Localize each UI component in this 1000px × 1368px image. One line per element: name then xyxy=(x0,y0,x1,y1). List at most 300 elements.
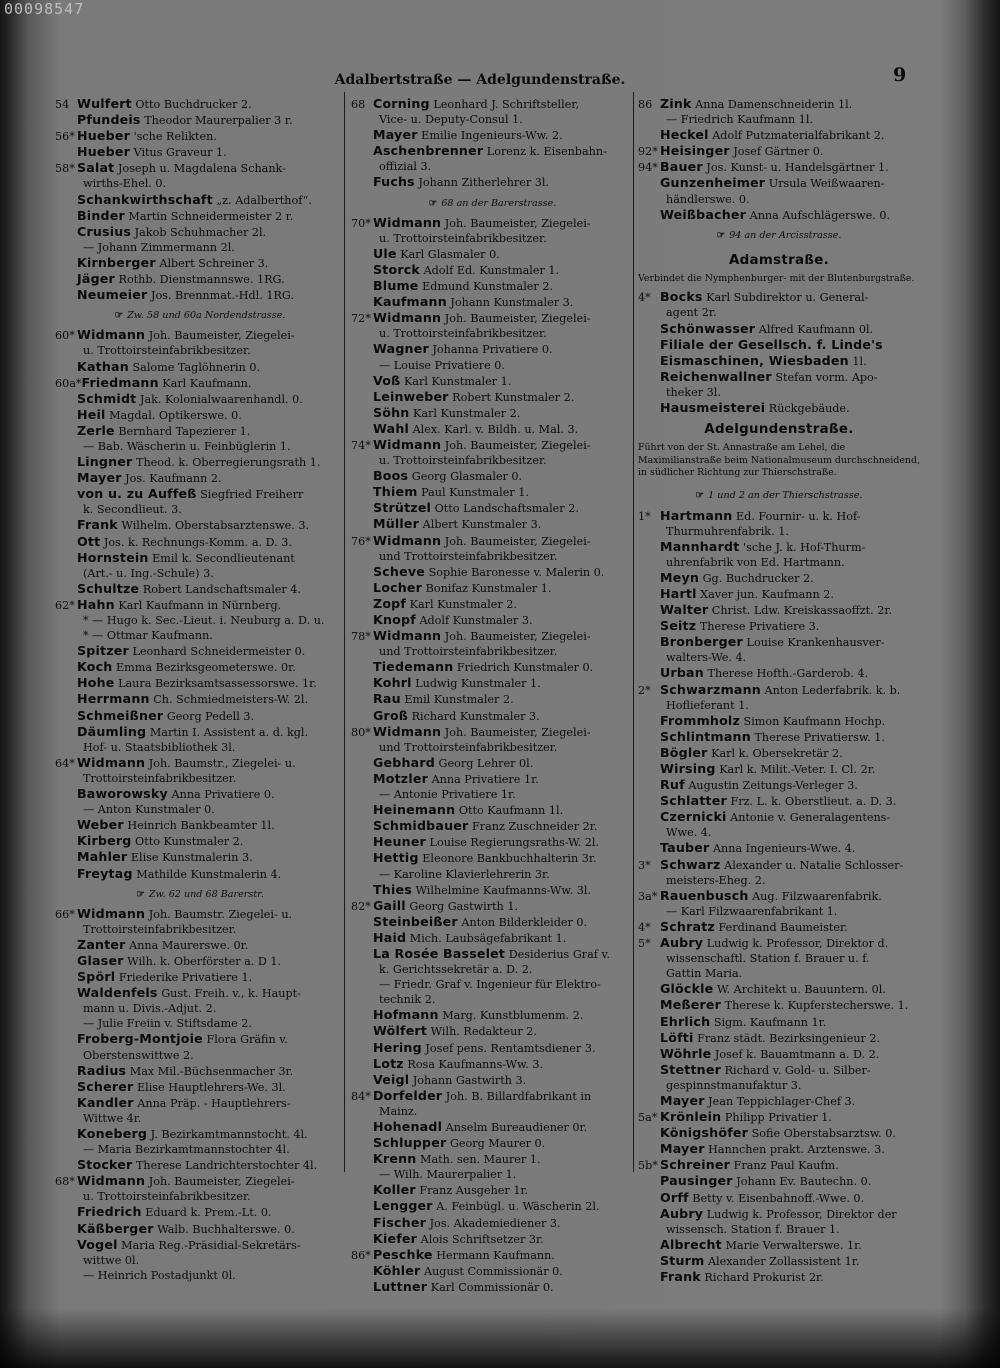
resident-details: Hermann Kaufmann. xyxy=(436,1248,555,1262)
resident-name: Binder xyxy=(77,207,125,223)
resident-details: Marie Verwalterswe. 1r. xyxy=(725,1238,862,1252)
resident-details: Johann Gastwirth 3. xyxy=(412,1073,527,1087)
resident-details: Anna Maurerswe. 0r. xyxy=(129,938,249,952)
directory-entry xyxy=(55,327,345,343)
house-number: 1* xyxy=(638,509,651,523)
directory-entry xyxy=(638,353,920,369)
directory-entry xyxy=(638,400,920,416)
resident-details: Karl Kaufmann in Nürnberg. xyxy=(118,598,282,612)
resident-details: Georg Pedell 3. xyxy=(166,709,255,723)
house-number: 70* xyxy=(351,216,371,230)
directory-entry xyxy=(351,174,634,190)
resident-details: Ed. Fournir- u. k. Hof- xyxy=(735,509,861,523)
resident-name: Voß xyxy=(373,372,401,388)
house-number: 60a* xyxy=(55,376,82,390)
directory-entry xyxy=(351,834,634,850)
resident-details: Bernhard Tapezierer 1. xyxy=(118,424,251,438)
resident-name: Radius xyxy=(77,1062,127,1078)
resident-details: Christ. Ldw. Kreiskassaoffzt. 2r. xyxy=(711,604,893,618)
resident-details: Richard Prokurist 2r. xyxy=(704,1271,824,1284)
resident-name: Aubry xyxy=(660,1205,704,1221)
resident-name: Aschenbrenner xyxy=(373,143,484,159)
resident-details: Lorenz k. Eisenbahn- xyxy=(486,145,607,159)
house-number: 56* xyxy=(55,130,75,144)
directory-entry xyxy=(55,391,345,407)
pointing-hand-icon: ☞ xyxy=(695,490,705,502)
resident-name: Schlupper xyxy=(373,1135,447,1151)
directory-entry xyxy=(638,1206,920,1222)
resident-details: Walb. Buchhalterswe. 0. xyxy=(157,1222,295,1236)
directory-entry xyxy=(638,337,920,353)
directory-entry xyxy=(638,1237,920,1253)
resident-name: Hofmann xyxy=(373,1007,439,1023)
entry-continuation: Hoflieferant 1. xyxy=(666,698,749,712)
resident-details: Ferdinand Baumeister. xyxy=(718,920,848,934)
directory-entry xyxy=(351,914,634,930)
resident-details: Therese Landrichterstochter 4l. xyxy=(135,1159,318,1173)
directory-entry xyxy=(55,708,345,724)
street-heading: Adamstraße. xyxy=(728,252,830,268)
resident-name: Heil xyxy=(77,406,106,422)
entry-continuation: Wwe. 4. xyxy=(666,826,712,840)
entry-continuation: — Friedr. Graf v. Ingenieur für Elektro- xyxy=(379,978,601,992)
house-number: 3a* xyxy=(638,889,658,903)
directory-entry xyxy=(351,1182,634,1198)
running-head: Adalbertstraße — Adelgundenstraße. xyxy=(334,72,626,88)
directory-entry xyxy=(55,112,345,128)
entry-continuation: uhrenfabrik von Ed. Hartmann. xyxy=(666,555,845,569)
directory-entry xyxy=(55,550,345,566)
resident-name: Stettner xyxy=(660,1061,721,1077)
resident-name: Urban xyxy=(660,665,704,681)
entry-continuation: wirths-Ehel. 0. xyxy=(83,177,167,191)
resident-name: Schmidbauer xyxy=(373,818,469,834)
resident-name: Krenn xyxy=(373,1151,417,1167)
directory-entry xyxy=(351,341,634,357)
resident-details: Anna Privatiere 1r. xyxy=(431,772,539,786)
directory-entry xyxy=(55,1063,345,1079)
entry-continuation: u. Trottoirsteinfabrikbesitzer. xyxy=(83,1190,251,1204)
resident-name: Veigl xyxy=(373,1071,410,1087)
directory-entry xyxy=(638,207,920,223)
resident-details: Ludwig Kunstmaler 1. xyxy=(415,677,541,691)
street-heading: Adelgundenstraße. xyxy=(704,422,854,438)
resident-name: Scherer xyxy=(77,1078,134,1094)
house-number: 68 xyxy=(351,98,366,111)
resident-details: Alexander u. Natalie Schlosser- xyxy=(724,858,904,872)
entry-continuation: Thurmuhrenfabrik. 1. xyxy=(666,524,789,538)
entry-continuation: Hof- u. Staatsbibliothek 3l. xyxy=(83,740,236,754)
entry-continuation: — Julie Freiin v. Stiftsdame 2. xyxy=(83,1017,252,1031)
entry-continuation: Trottoirsteinfabrikbesitzer. xyxy=(83,771,237,785)
resident-name: Dorfelder xyxy=(373,1087,443,1103)
directory-entry xyxy=(351,96,634,112)
entry-continuation: wissensch. Station f. Brauer 1. xyxy=(666,1222,840,1236)
directory-entry xyxy=(351,771,634,787)
resident-name: Pausinger xyxy=(660,1173,733,1189)
directory-entry xyxy=(55,407,345,423)
resident-details: Jos. k. Rechnungs-Komm. a. D. 3. xyxy=(103,535,292,549)
directory-entry xyxy=(351,1215,634,1231)
house-number: 58* xyxy=(55,162,75,176)
resident-details: Mathilde Kunstmalerin 4. xyxy=(136,867,282,881)
directory-entry xyxy=(638,1253,920,1269)
resident-details: Joh. Baumeister, Ziegelei- xyxy=(444,216,591,230)
directory-entry xyxy=(638,127,920,143)
resident-name: Waldenfels xyxy=(77,985,158,1001)
directory-entry xyxy=(351,882,634,898)
directory-entry xyxy=(55,953,345,969)
directory-entry xyxy=(351,675,634,691)
resident-name: Köhler xyxy=(373,1262,421,1278)
directory-entry xyxy=(351,802,634,818)
resident-details: Marg. Kunstblumenm. 2. xyxy=(442,1009,584,1023)
resident-name: Peschke xyxy=(373,1246,433,1262)
entry-continuation: agent 2r. xyxy=(666,306,717,320)
resident-details: Therese Privatiersw. 1. xyxy=(754,730,885,744)
directory-entry xyxy=(638,1014,920,1030)
resident-details: Jos. Kunst- u. Handelsgärtner 1. xyxy=(706,161,889,175)
directory-entry xyxy=(638,1190,920,1206)
resident-name: Weißbacher xyxy=(660,206,747,222)
resident-name: Schwarz xyxy=(660,856,721,872)
resident-name: Glöckle xyxy=(660,981,714,997)
directory-entry xyxy=(638,618,920,634)
directory-entry xyxy=(351,1151,634,1167)
resident-name: Kirberg xyxy=(77,833,132,849)
resident-name: Hausmeisterei xyxy=(660,400,766,415)
entry-continuation: gespinnstmanufaktur 3. xyxy=(666,1078,802,1092)
directory-entry xyxy=(638,682,920,698)
resident-name: Rau xyxy=(373,691,401,707)
resident-name: Mayer xyxy=(77,470,122,486)
resident-details: Louise Regierungsraths-W. 2l. xyxy=(429,836,599,850)
directory-entry xyxy=(55,255,345,271)
resident-details: Elise Hauptlehrers-We. 3l. xyxy=(136,1080,286,1094)
resident-details: Martin Schneidermeister 2 r. xyxy=(128,209,294,223)
resident-name: Kathan xyxy=(77,358,129,374)
resident-details: Emil k. Secondlieutenant xyxy=(152,551,295,565)
directory-entry xyxy=(55,486,345,502)
resident-details: Franz städt. Bezirksingenieur 2. xyxy=(697,1031,881,1045)
resident-name: Widmann xyxy=(373,214,442,230)
resident-details: Adolf Putzmaterialfabrikant 2. xyxy=(712,129,885,143)
directory-entry xyxy=(351,596,634,612)
directory-entry xyxy=(55,581,345,597)
resident-details: Georg Lehrer 0l. xyxy=(438,756,534,770)
resident-details: Richard Kunstmaler 3. xyxy=(411,709,540,723)
directory-entry xyxy=(638,809,920,825)
resident-name: Filiale der Gesellsch. f. Linde's xyxy=(660,336,883,352)
resident-name: Lotz xyxy=(373,1055,404,1071)
directory-entry xyxy=(55,1126,345,1142)
directory-entry xyxy=(351,294,634,310)
directory-entry xyxy=(55,937,345,953)
resident-details: A. Feinbügl. u. Wäscherin 2l. xyxy=(436,1200,600,1214)
entry-continuation: * — Ottmar Kaufmann. xyxy=(83,629,213,643)
house-number: 66* xyxy=(55,907,75,921)
directory-entry xyxy=(351,612,634,628)
resident-name: Zopf xyxy=(373,595,407,611)
resident-name: Mayer xyxy=(373,127,418,143)
resident-name: Kohrl xyxy=(373,675,412,691)
resident-name: Albrecht xyxy=(660,1236,722,1252)
resident-details: Augustin Zeitungs-Verleger 3. xyxy=(688,779,858,793)
resident-name: Weber xyxy=(77,817,124,833)
resident-details: Joh. Baumeister, Ziegelei- xyxy=(148,329,295,343)
resident-name: Gebhard xyxy=(373,754,435,770)
resident-name: Widmann xyxy=(373,532,442,548)
directory-entry xyxy=(351,1056,634,1072)
directory-entry xyxy=(55,423,345,439)
resident-name: Heckel xyxy=(660,127,709,143)
entry-continuation: u. Trottoirsteinfabrikbesitzer. xyxy=(379,231,547,245)
resident-name: Wöhrle xyxy=(660,1045,712,1061)
resident-name: Schreiner xyxy=(660,1157,731,1173)
resident-details: Elise Kunstmalerin 3. xyxy=(130,851,253,865)
resident-name: Schankwirthschaft xyxy=(77,191,213,207)
resident-name: Lengger xyxy=(373,1198,433,1214)
resident-details: Alex. Karl. v. Bildh. u. Mal. 3. xyxy=(412,422,579,436)
archive-id-stamp: 00098547 xyxy=(4,0,85,18)
street-description: Verbindet die Nymphenburger- mit der Blutenburgstraße. xyxy=(638,272,915,284)
directory-entry xyxy=(55,691,345,707)
house-number: 68* xyxy=(55,1175,75,1189)
directory-entry xyxy=(351,1247,634,1263)
resident-details: Otto Kaufmann 1l. xyxy=(458,804,564,818)
directory-entry xyxy=(55,96,345,112)
resident-name: Baworowsky xyxy=(77,786,168,802)
resident-details: Frz. L. k. Oberstlieut. a. D. 3. xyxy=(730,795,897,809)
resident-details: Jean Teppichlager-Chef 3. xyxy=(708,1094,856,1108)
directory-entry xyxy=(55,906,345,922)
entry-continuation: mann u. Divis.-Adjut. 2. xyxy=(83,1002,217,1016)
resident-name: Steinbeißer xyxy=(373,913,458,929)
entry-continuation: — Karl Filzwaarenfabrikant 1. xyxy=(666,904,838,918)
resident-name: Widmann xyxy=(77,327,146,343)
resident-name: Ehrlich xyxy=(660,1013,711,1029)
directory-entry xyxy=(351,500,634,516)
resident-name: Mayer xyxy=(660,1141,705,1157)
resident-details: Jak. Kolonialwaarenhandl. 0. xyxy=(139,392,303,406)
resident-name: Käßberger xyxy=(77,1220,154,1236)
resident-details: Anton Lederfabrik. k. b. xyxy=(764,683,901,697)
directory-entry xyxy=(638,729,920,745)
resident-name: Eismaschinen, Wiesbaden xyxy=(660,352,849,368)
resident-name: Blume xyxy=(373,278,419,294)
directory-entry xyxy=(351,1023,634,1039)
resident-name: Schratz xyxy=(660,918,715,934)
resident-name: Widmann xyxy=(373,310,442,326)
house-number: 86* xyxy=(351,1248,371,1262)
house-number: 84* xyxy=(351,1089,371,1103)
resident-details: Jos. Akademiediener 3. xyxy=(429,1216,561,1230)
directory-entry xyxy=(351,437,634,453)
directory-entry xyxy=(351,389,634,405)
resident-details: Robert Landschaftsmaler 4. xyxy=(142,582,301,596)
resident-details: Josef k. Bauamtmann a. D. 2. xyxy=(714,1047,880,1061)
resident-details: Joh. Baumstr., Ziegelei- u. xyxy=(148,756,296,770)
entry-continuation: theker 3l. xyxy=(666,385,721,399)
resident-name: Vogel xyxy=(77,1236,118,1252)
resident-name: Meßerer xyxy=(660,997,722,1013)
resident-name: Strützel xyxy=(373,500,432,516)
directory-entry xyxy=(638,634,920,650)
directory-entry xyxy=(55,454,345,470)
directory-entry xyxy=(638,143,920,159)
directory-entry xyxy=(638,539,920,555)
directory-entry xyxy=(638,586,920,602)
resident-name: Friedrich xyxy=(77,1204,142,1220)
directory-entry xyxy=(351,278,634,294)
resident-details: Theod. k. Oberregierungsrath 1. xyxy=(136,456,321,470)
resident-details: Robert Kunstmaler 2. xyxy=(452,390,575,404)
resident-details: Franz Paul Kaufm. xyxy=(733,1159,839,1173)
cross-street-text: Zw. 58 und 60a Nordendstrasse. xyxy=(127,310,286,322)
pointing-hand-icon: ☞ xyxy=(428,197,438,209)
resident-details: Max Mil.-Büchsenmacher 3r. xyxy=(129,1064,294,1078)
resident-name: Hohenadl xyxy=(373,1119,443,1134)
resident-name: Orff xyxy=(660,1189,689,1205)
column-3 xyxy=(638,96,920,1285)
resident-name: von u. zu Auffeß xyxy=(77,486,197,502)
resident-details: Sophie Baronesse v. Malerin 0. xyxy=(428,565,605,579)
directory-entry xyxy=(55,849,345,865)
resident-name: Hartmann xyxy=(660,507,733,523)
resident-name: Widmann xyxy=(373,436,442,452)
resident-name: Hahn xyxy=(77,596,115,612)
resident-details: Karl Kunstmaler 2. xyxy=(409,597,517,611)
cross-street-note xyxy=(55,882,345,906)
resident-name: Stocker xyxy=(77,1157,133,1173)
house-number: 62* xyxy=(55,598,75,612)
directory-entry xyxy=(638,1269,920,1285)
resident-name: Crusius xyxy=(77,223,132,239)
directory-entry xyxy=(55,271,345,287)
resident-details: Joh. Baumeister, Ziegelei- xyxy=(148,1175,295,1189)
resident-name: Kaufmann xyxy=(373,294,447,310)
directory-entry xyxy=(55,1237,345,1253)
entry-continuation: — Wilh. Maurerpalier 1. xyxy=(379,1168,517,1182)
resident-details: J. Bezirkamtmannstocht. 4l. xyxy=(150,1128,308,1141)
directory-entry xyxy=(351,310,634,326)
directory-entry xyxy=(55,192,345,208)
resident-name: Schönwasser xyxy=(660,320,756,336)
directory-entry xyxy=(638,1093,920,1109)
resident-details: Emma Bezirksgeometerswe. 0r. xyxy=(115,661,296,675)
resident-name: Heuner xyxy=(373,834,426,850)
resident-name: Luttner xyxy=(373,1278,428,1294)
resident-name: Tauber xyxy=(660,840,710,856)
resident-name: Freytag xyxy=(77,865,133,881)
resident-details: Karl Kaufmann. xyxy=(162,376,252,390)
resident-details: Xaver jun. Kaufmann 2. xyxy=(700,587,834,601)
resident-details: Salome Taglöhnerin 0. xyxy=(132,360,261,374)
directory-entry xyxy=(351,1135,634,1151)
entry-continuation: Vice- u. Deputy-Consul 1. xyxy=(379,113,523,127)
resident-name: Bögler xyxy=(660,744,708,760)
resident-details: Desiderius Graf v. xyxy=(508,947,611,961)
resident-name: Ule xyxy=(373,245,397,261)
resident-name: Motzler xyxy=(373,770,429,786)
resident-details: Anna Privatiere 0. xyxy=(171,788,275,802)
house-number: 72* xyxy=(351,312,371,326)
entry-continuation: u. Trottoirsteinfabrikbesitzer. xyxy=(379,327,547,341)
house-number: 5b* xyxy=(638,1159,658,1173)
resident-details: Antonie v. Generalagentens- xyxy=(730,811,891,825)
resident-details: Jos. Kaufmann 2. xyxy=(125,472,222,486)
house-number: 3* xyxy=(638,858,651,872)
resident-name: Widmann xyxy=(373,723,442,739)
directory-entry xyxy=(351,930,634,946)
resident-name: Czernicki xyxy=(660,809,727,825)
resident-details: Josef pens. Rentamtsdiener 3. xyxy=(425,1041,596,1055)
resident-details: Adolf Ed. Kunstmaler 1. xyxy=(423,263,560,277)
resident-name: Koch xyxy=(77,659,113,675)
resident-details: Eleonore Bankbuchhalterin 3r. xyxy=(422,852,597,866)
resident-details: Magdal. Optikerswe. 0. xyxy=(109,408,242,422)
directory-entry xyxy=(638,96,920,112)
resident-details: Johann Zitherlehrer 3l. xyxy=(418,176,550,190)
resident-name: Knopf xyxy=(373,612,416,627)
resident-name: Fuchs xyxy=(373,174,415,190)
house-number: 5a* xyxy=(638,1111,658,1125)
resident-details: Emil Kunstmaler 2. xyxy=(404,693,514,707)
entry-continuation: — Bab. Wäscherin u. Feinbüglerin 1. xyxy=(83,439,291,453)
directory-entry xyxy=(638,888,920,904)
resident-name: Zink xyxy=(660,96,692,111)
resident-details: Eduard k. Prem.-Lt. 0. xyxy=(145,1206,272,1220)
resident-details: Alexander Zollassistent 1r. xyxy=(707,1254,860,1268)
resident-details: Johann Kunstmaler 3. xyxy=(450,296,574,310)
entry-continuation: — Anton Kunstmaler 0. xyxy=(83,803,215,817)
directory-entry xyxy=(55,833,345,849)
resident-name: Widmann xyxy=(77,1173,146,1189)
directory-entry xyxy=(351,691,634,707)
resident-name: Kirnberger xyxy=(77,254,156,270)
resident-details: Ch. Schmiedmeisters-W. 2l. xyxy=(153,693,309,707)
resident-name: Glaser xyxy=(77,952,124,968)
resident-details: Ursula Weißwaaren- xyxy=(768,177,885,191)
directory-entry xyxy=(55,817,345,833)
resident-name: Schmidt xyxy=(77,390,137,406)
resident-details: Flora Gräfin v. xyxy=(206,1033,288,1047)
resident-details: Otto Kunstmaler 2. xyxy=(135,835,244,849)
resident-name: Kandler xyxy=(77,1094,134,1110)
resident-name: Schmeißner xyxy=(77,707,164,723)
house-number: 4* xyxy=(638,920,651,934)
directory-entry xyxy=(638,793,920,809)
resident-details: Rosa Kaufmanns-Ww. 3. xyxy=(407,1057,544,1071)
directory-entry xyxy=(55,287,345,303)
resident-details: Philipp Privatier 1. xyxy=(724,1111,832,1125)
directory-entry xyxy=(638,981,920,997)
cross-street-note xyxy=(351,191,634,215)
directory-entry xyxy=(638,1046,920,1062)
directory-entry xyxy=(638,175,920,191)
resident-details: Friedrich Kunstmaler 0. xyxy=(456,661,594,675)
resident-name: Boos xyxy=(373,468,409,484)
directory-entry xyxy=(638,369,920,385)
resident-details: Georg Gastwirth 1. xyxy=(409,899,518,913)
resident-name: Ruf xyxy=(660,777,685,793)
resident-name: Hartl xyxy=(660,585,697,601)
resident-details: Johann Ev. Bautechn. 0. xyxy=(736,1175,872,1189)
resident-details: Franz Ausgeher 1r. xyxy=(419,1184,529,1198)
pointing-hand-icon: ☞ xyxy=(136,888,145,900)
directory-entry xyxy=(638,1173,920,1189)
cross-street-text: 94 an der Arcisstrasse. xyxy=(729,229,842,241)
